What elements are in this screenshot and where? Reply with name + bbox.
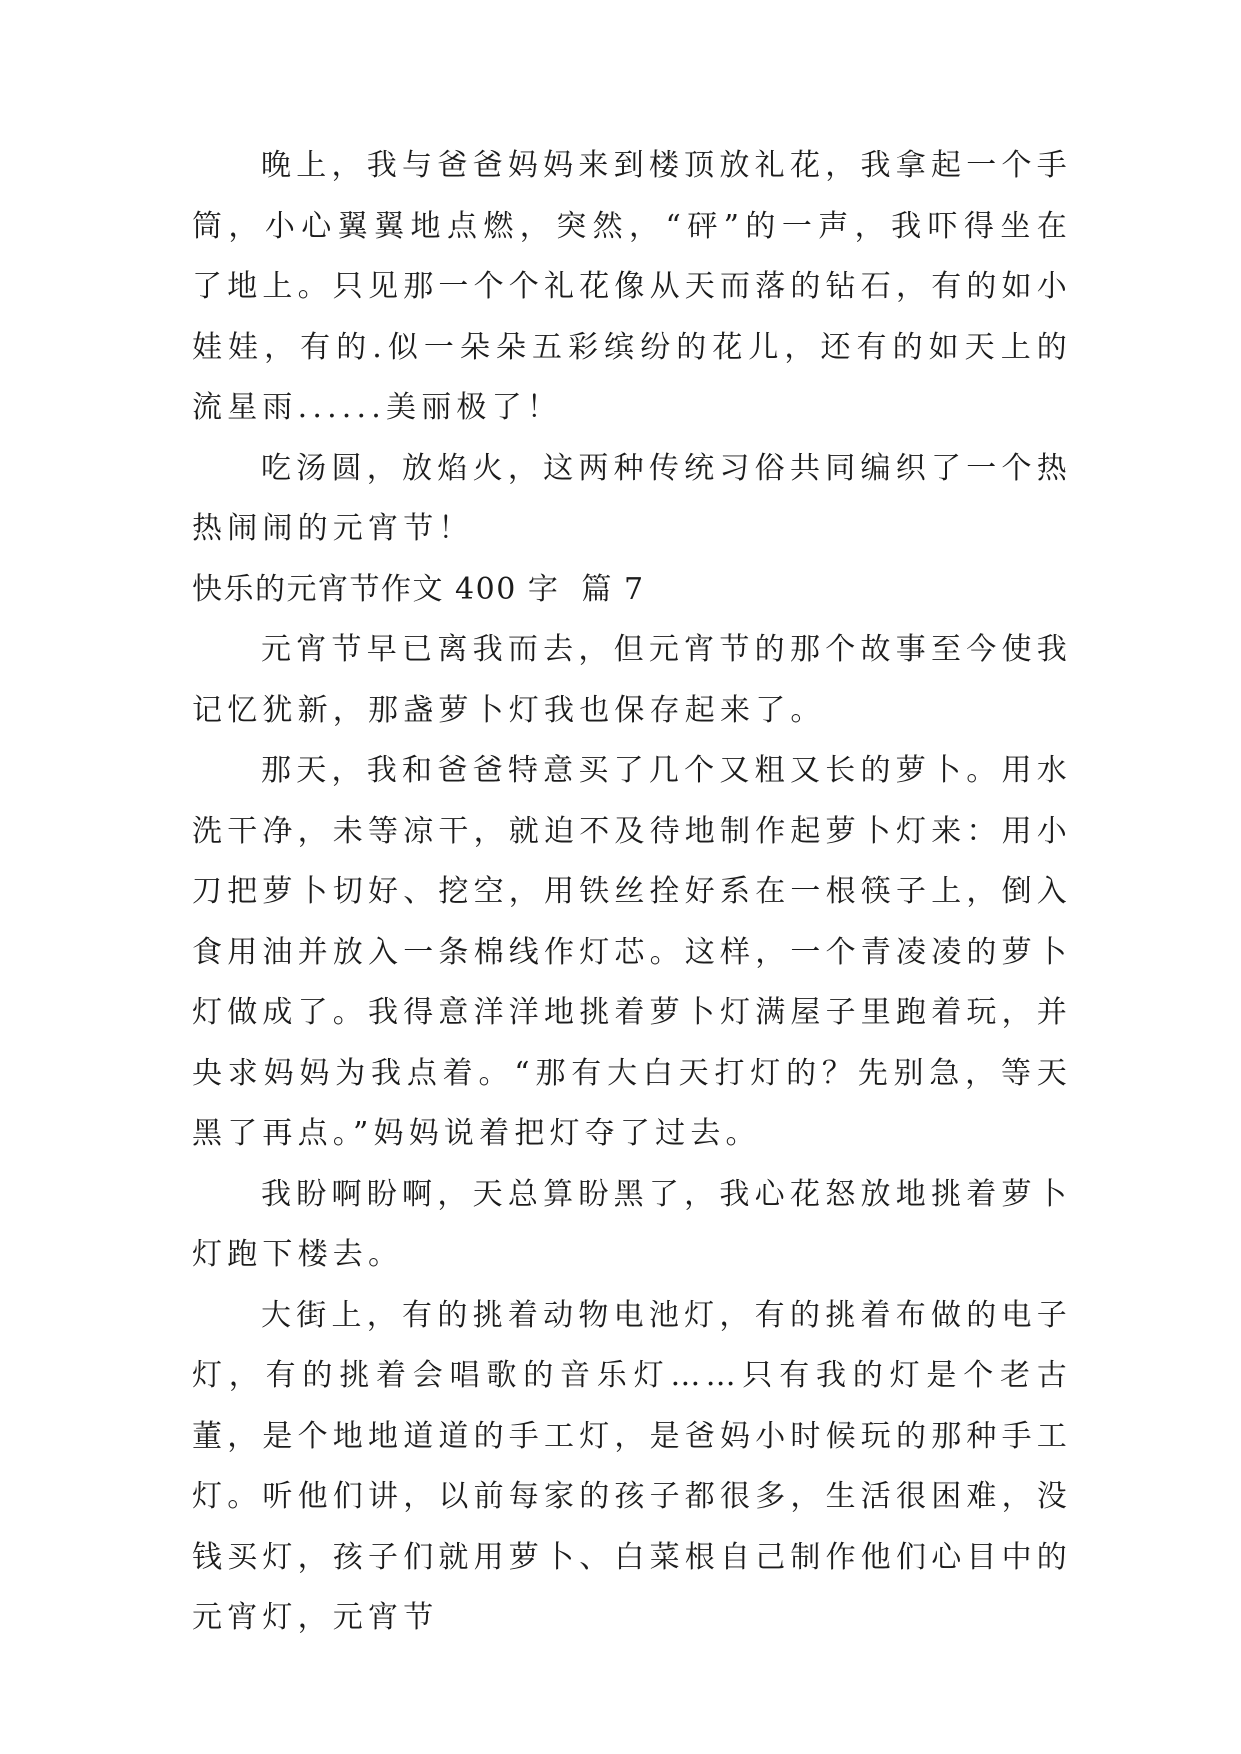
paragraph-waiting: 我盼啊盼啊，天总算盼黑了，我心花怒放地挑着萝卜灯跑下楼去。 — [192, 1176, 1072, 1272]
paragraph-fireworks: 晚上，我与爸爸妈妈来到楼顶放礼花，我拿起一个手筒，小心翼翼地点燃，突然，“砰”的一声，我吓得坐在了地上。只见那一个个礼花像从天而落的钻石，有的如小娃娃，有的.似一朵朵五彩缤纷的花儿，还有的如天上的流星雨......美丽极了！ — [192, 148, 1072, 425]
paragraph-conclusion: 吃汤圆，放焰火，这两种传统习俗共同编织了一个热热闹闹的元宵节！ — [192, 450, 1072, 546]
essay-heading: 快乐的元宵节作文 400 字 篇 7 — [192, 571, 645, 607]
paragraph-street: 大街上，有的挑着动物电池灯，有的挑着布做的电子灯，有的挑着会唱歌的音乐灯……只有我的灯是个老古董，是个地地道道的手工灯，是爸妈小时候玩的那种手工灯。听他们讲，以前每家的孩子都很多，生活很困难，没钱买灯，孩子们就用萝卜、白菜根自己制作他们心目中的元宵灯，元宵节 — [192, 1297, 1072, 1635]
paragraph-making-lantern: 那天，我和爸爸特意买了几个又粗又长的萝卜。用水洗干净，未等凉干，就迫不及待地制作起萝卜灯来：用小刀把萝卜切好、挖空，用铁丝拴好系在一根筷子上，倒入食用油并放入一条棉线作灯芯。这样，一个青凌凌的萝卜灯做成了。我得意洋洋地挑着萝卜灯满屋子里跑着玩，并央求妈妈为我点着。“那有大白天打灯的？先别急，等天黑了再点。”妈妈说着把灯夺了过去。 — [192, 753, 1072, 1151]
paragraph-intro: 元宵节早已离我而去，但元宵节的那个故事至今使我记忆犹新，那盏萝卜灯我也保存起来了。 — [192, 632, 1072, 728]
document-body — [192, 136, 1072, 1649]
